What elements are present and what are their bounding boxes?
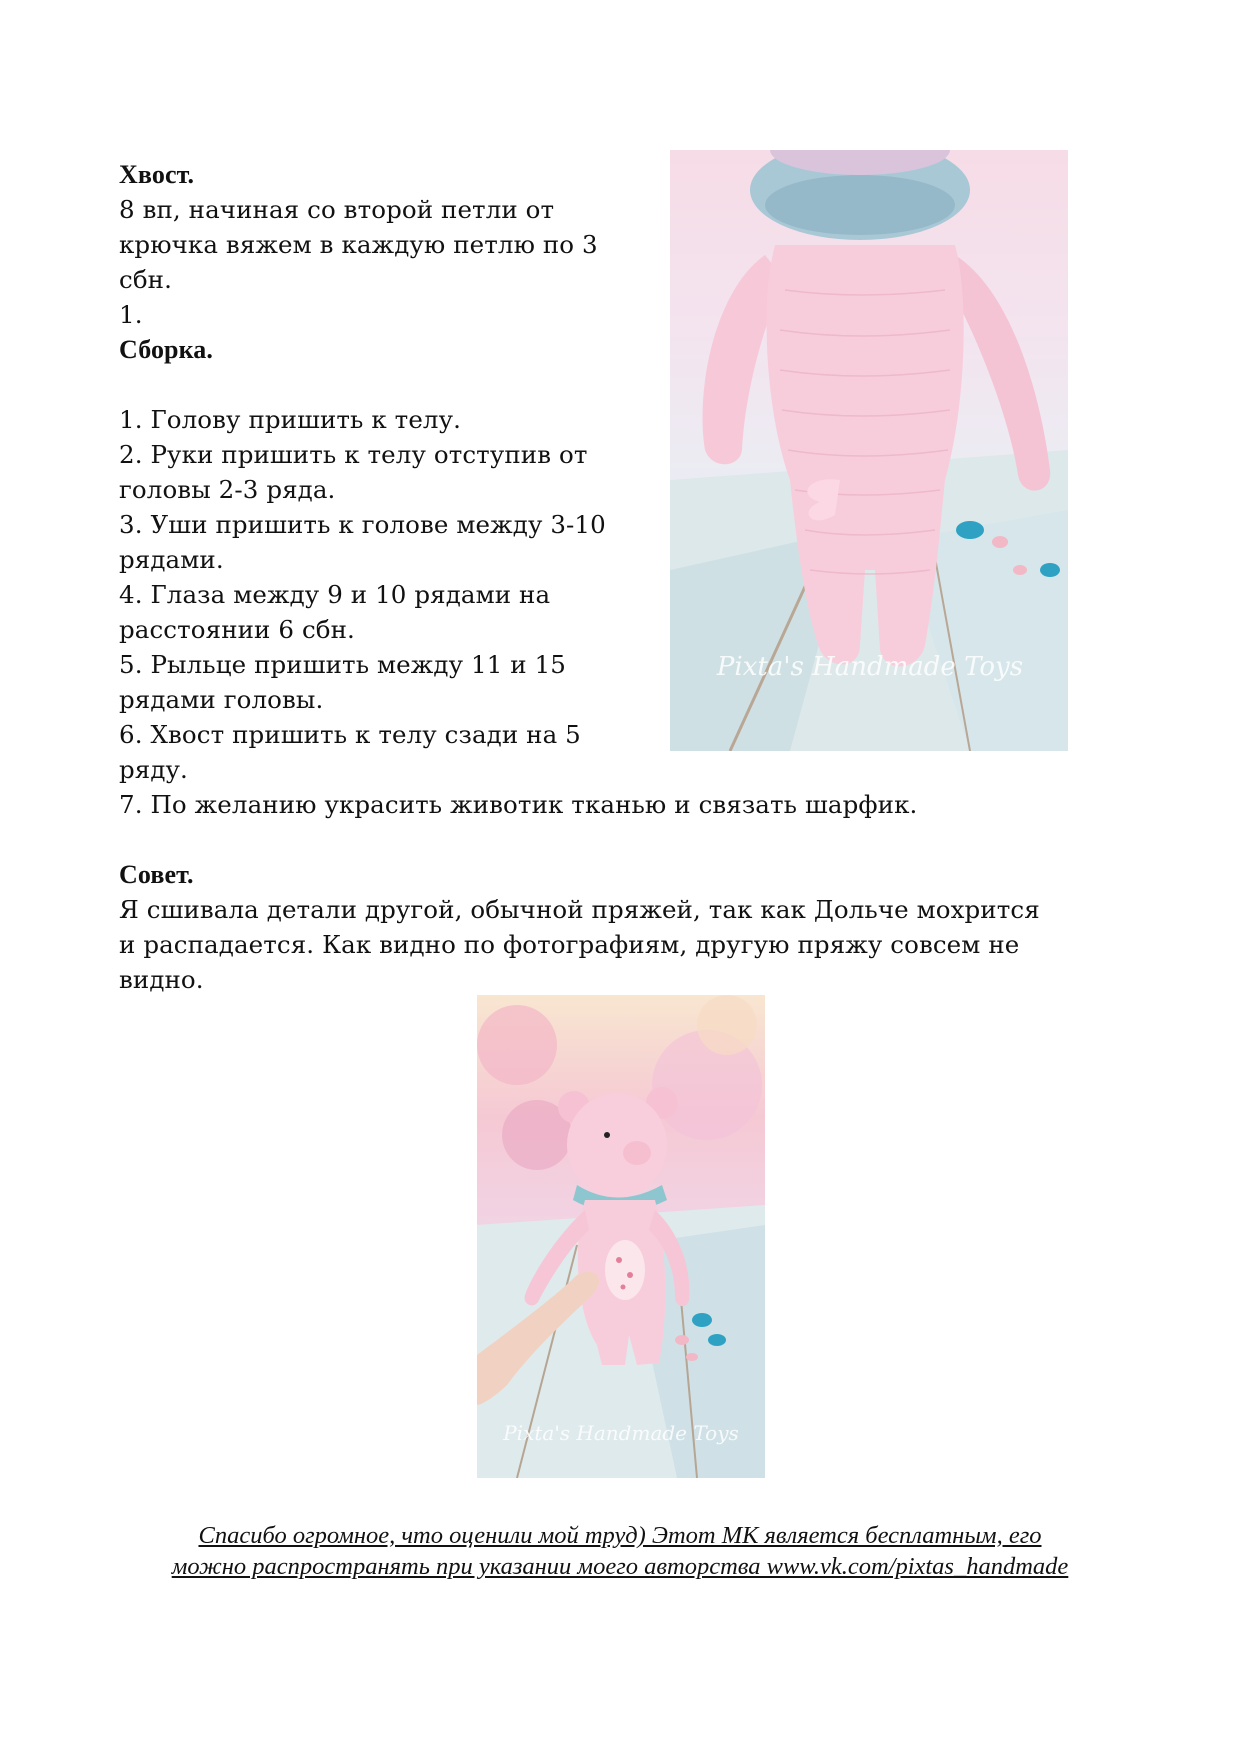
advice-heading: Совет. (119, 860, 194, 889)
assembly-line: ряду. (119, 755, 188, 784)
assembly-line: расстоянии 6 сбн. (119, 615, 355, 644)
photo1-watermark: Pixta's Handmade Toys (716, 652, 1024, 682)
tail-heading: Хвост. (119, 160, 195, 189)
advice-line: Я сшивала детали другой, обычной пряжей, так как Дольче мохрится (119, 895, 1040, 924)
assembly-line: 1. Голову пришить к телу. (119, 405, 461, 434)
assembly-line: 2. Руки пришить к телу отступив от (119, 440, 588, 469)
footer-note (0, 1520, 1240, 1582)
assembly-line: 6. Хвост пришить к телу сзади на 5 (119, 720, 581, 749)
tail-line: 8 вп, начиная со второй петли от (119, 195, 555, 224)
toy-front-illustration (477, 995, 765, 1478)
advice-line: и распадается. Как видно по фотографиям, другую пряжу совсем не (119, 930, 1020, 959)
assembly-line: головы 2-3 ряда. (119, 475, 336, 504)
assembly-line: 7. По желанию украсить животик тканью и связать шарфик. (119, 790, 918, 819)
toy-back-illustration (670, 150, 1068, 751)
tail-line: сбн. (119, 265, 172, 294)
advice-line: видно. (119, 965, 204, 994)
assembly-line: рядами головы. (119, 685, 324, 714)
footer-line: можно распространять при указании моего авторства www.vk.com/pixtas_handmade (171, 1553, 1069, 1580)
assembly-line: рядами. (119, 545, 224, 574)
tail-line: 1. (119, 300, 143, 329)
assembly-line: 5. Рыльце пришить между 11 и 15 (119, 650, 566, 679)
blank-line (119, 822, 1040, 857)
footer-line: Спасибо огромное, что оценили мой труд) Этот МК является бесплатным, его (198, 1522, 1042, 1549)
tail-line: крючка вяжем в каждую петлю по 3 (119, 230, 598, 259)
assembly-heading: Сборка. (119, 335, 213, 364)
toy-back-photo (670, 150, 1068, 751)
assembly-line: 3. Уши пришить к голове между 3-10 (119, 510, 606, 539)
photo2-watermark: Pixta's Handmade Toys (503, 1421, 739, 1445)
assembly-line: 4. Глаза между 9 и 10 рядами на (119, 580, 551, 609)
toy-front-photo (477, 995, 765, 1478)
